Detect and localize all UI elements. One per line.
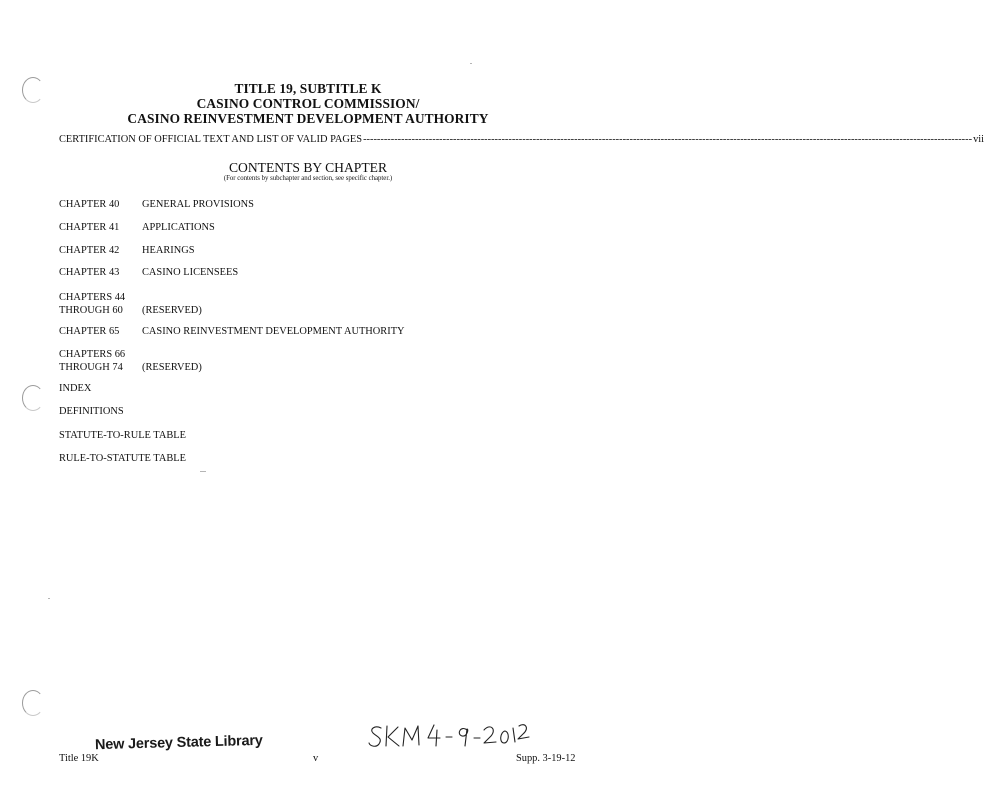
leader-dashes: -------------------------------------------------------------------------------------------------------------------------------------------------------------------------------- <box>363 134 973 145</box>
section-definitions: DEFINITIONS <box>59 406 124 417</box>
title-line-3: CASINO REINVESTMENT DEVELOPMENT AUTHORITY <box>127 111 489 126</box>
chapter-number: CHAPTER 42 <box>59 245 120 256</box>
handwritten-signature <box>367 716 527 752</box>
chapter-row <box>59 267 238 280</box>
chapter-title: APPLICATIONS <box>142 222 215 233</box>
scan-speck <box>470 63 472 64</box>
chapter-title: HEARINGS <box>142 245 195 256</box>
scan-speck <box>200 471 206 472</box>
chapter-number: CHAPTER 65 <box>59 326 120 337</box>
chapter-number: CHAPTER 40 <box>59 199 120 210</box>
chapter-row <box>59 349 202 374</box>
section-statute-to-rule: STATUTE-TO-RULE TABLE <box>59 430 186 441</box>
chapter-title: CASINO REINVESTMENT DEVELOPMENT AUTHORITY <box>142 326 405 337</box>
chapter-row <box>59 245 195 258</box>
section-index: INDEX <box>59 383 92 394</box>
chapter-number <box>59 349 142 374</box>
footer-page-number: v <box>313 753 319 764</box>
title-line-1: TITLE 19, SUBTITLE K <box>234 81 382 96</box>
scan-speck <box>48 598 50 599</box>
title-block <box>0 81 616 126</box>
chapter-number-line: THROUGH 74 <box>59 361 123 373</box>
contents-note: (For contents by subchapter and section, see specific chapter.) <box>223 175 393 182</box>
chapter-row <box>59 222 215 235</box>
footer-supplement: Supp. 3-19-12 <box>516 753 576 764</box>
chapter-title: (RESERVED) <box>142 361 202 373</box>
library-stamp: New Jersey State Library <box>94 732 263 754</box>
chapter-number: CHAPTER 41 <box>59 222 120 233</box>
section-rule-to-statute: RULE-TO-STATUTE TABLE <box>59 453 186 464</box>
chapter-number <box>59 292 142 317</box>
certification-label: CERTIFICATION OF OFFICIAL TEXT AND LIST OF VALID PAGES <box>59 134 363 145</box>
title-line-2: CASINO CONTROL COMMISSION/ <box>196 96 420 111</box>
chapter-number: CHAPTER 43 <box>59 267 120 278</box>
certification-line <box>59 134 984 145</box>
chapter-number-line: CHAPTERS 66 <box>59 349 126 360</box>
chapter-row <box>59 199 254 212</box>
chapter-row <box>59 326 405 339</box>
chapter-number-line: THROUGH 60 <box>59 304 123 316</box>
punch-hole-middle <box>22 385 44 411</box>
chapter-number-line: CHAPTERS 44 <box>59 292 126 303</box>
punch-hole-bottom <box>22 690 44 716</box>
chapter-title: (RESERVED) <box>142 304 202 316</box>
certification-page: vii <box>973 134 984 145</box>
footer-title: Title 19K <box>59 753 99 764</box>
chapter-title: GENERAL PROVISIONS <box>142 199 254 210</box>
chapter-row <box>59 292 202 317</box>
contents-heading: CONTENTS BY CHAPTER <box>228 160 388 175</box>
chapter-title: CASINO LICENSEES <box>142 267 239 278</box>
